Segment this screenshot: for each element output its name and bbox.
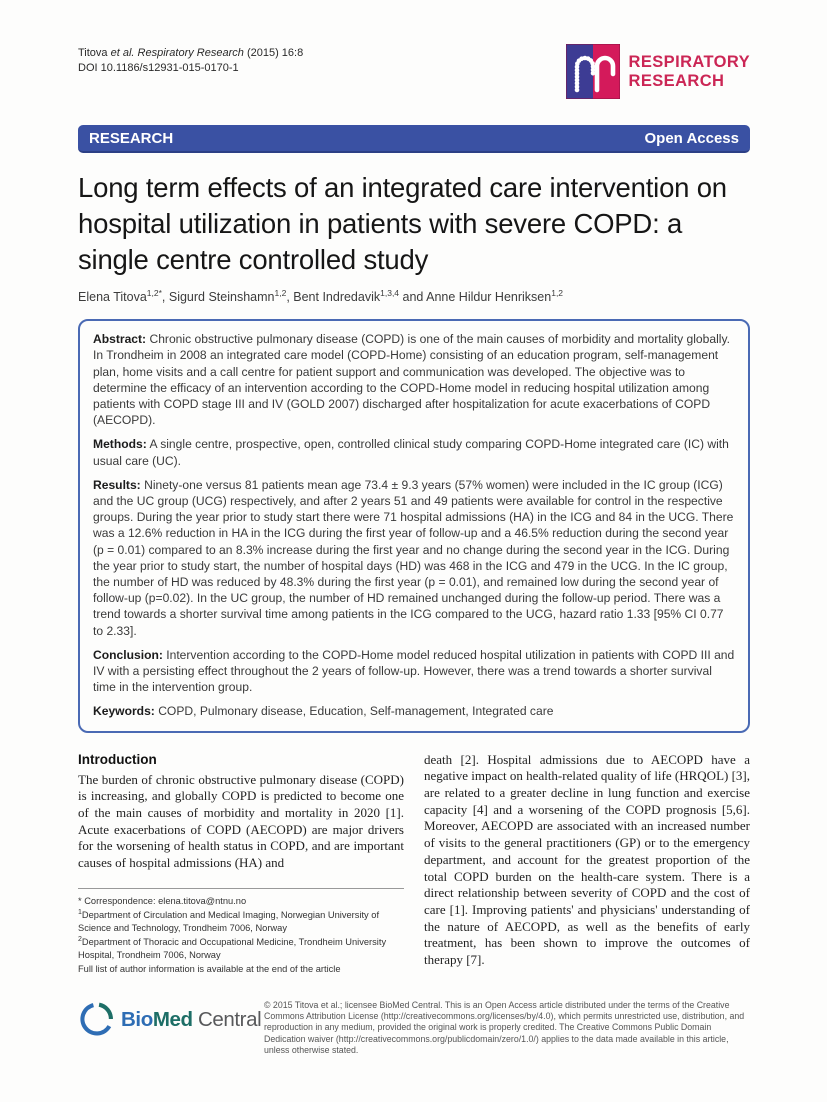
footnote-block <box>78 888 404 976</box>
author-name: , Bent Indredavik <box>286 290 381 305</box>
abstract-section-text: Ninety-one versus 81 patients mean age 73.4 ± 9.3 years (57% women) were included in the IC group (ICG) and the UC group (UCG) respectively, and after 2 years 51 and 49 patients were available for control in the respective groups. During the year prior to study start there were 71 hospital admissions (HA) in the ICG and 84 in the UCG. There was a 12.6% reduction in HA in the ICG during the first year of follow-up and a 46.5% reduction during the second year (p = 0.01) compared to an 8.3% increase during the first year and no change during the second year in the ICG. During the year prior to study start, the number of hospital days (HD) was 468 in the ICG and 479 in the UCG. In the IC group, the number of HD was reduced by 48.3% during the first year (p = 0.01), and remained low during the second year of follow-up (p=0.02). In the UC group, the number of HD remained unchanged during the follow-up period. There was a trend towards a shorter survival time among patients in the ICG compared to the UCG, hazard ratio 1.33 [95% CI 0.77 to 2.33]. <box>93 477 734 638</box>
abstract-section <box>93 331 735 428</box>
author-info-note: Full list of author information is available at the end of the article <box>78 964 341 975</box>
affiliation-2: $^2$Department of Thoracic and Occupational Medicine, Trondheim University Hospital, Trondheim 7006, Norway <box>78 936 387 960</box>
keywords-label: Keywords: <box>93 704 155 719</box>
page-header <box>78 44 750 102</box>
journal-name-line1: RESPIRATORY <box>628 52 750 71</box>
body-columns <box>78 752 750 976</box>
affiliation-1: $^1$Department of Circulation and Medical Imaging, Norwegian University of Science and Technology, Trondheim 7006, Norway <box>78 909 380 933</box>
banner-article-type: RESEARCH <box>89 129 174 147</box>
author-name: and Anne Hildur Henriksen <box>399 290 552 305</box>
copyright-notice: © 2015 Titova et al.; licensee BioMed Central. This is an Open Access article distributed under the terms of the Creative Commons Attribution License (http://creativecommons.org/licenses/by/4.0), which permits unrestricted use, distribution, and reproduction in any medium, provided the original work is properly credited. The Creative Commons Public Domain Dedication waiver (http://creativecommons.org/publicdomain/zero/1.0/) applies to the data made available in this article, unless otherwise stated. <box>264 999 745 1056</box>
banner-open-access: Open Access <box>644 129 739 147</box>
citation-line <box>78 46 303 61</box>
author-line <box>78 288 750 304</box>
journal-logo <box>566 44 750 99</box>
abstract-box <box>78 319 750 732</box>
left-column <box>78 752 404 976</box>
abstract-section-label: Results: <box>93 477 141 492</box>
page-footer <box>78 997 750 1057</box>
journal-name-line2: RESEARCH <box>628 71 725 90</box>
author-affiliation-sup: 1,3,4 <box>380 288 400 298</box>
abstract-section <box>93 436 735 468</box>
introduction-paragraph-left: The burden of chronic obstructive pulmonary disease (COPD) is increasing, and globally COPD is predicted to become one of the main causes of morbidity and mortality in 2020 [1]. Acute exacerbations of COPD (AECOPD) are major drivers for the worsening of health status in COPD, and are important causes of hospital admissions (HA) and <box>78 771 404 871</box>
introduction-paragraph-right: death [2]. Hospital admissions due to AECOPD have a negative impact on health-related quality of life (HRQOL) [3], are related to a greater decline in lung function and exercise capacity [4] and a worsening of the COPD prognosis [5,6]. Moreover, AECOPD are associated with an increased number of visits to the general practitioners (GP) or to the emergency department, and account for the greatest proportion of the total COPD burden on the health-care system. There is a direct relationship between severity of COPD and the cost of care [1]. Improving patients' and physicians' understanding of the nature of AECOPD, as well as the benefits of early treatment, has been shown to improve the outcomes of therapy [7]. <box>424 751 750 968</box>
biomed-central-logo <box>78 997 262 1039</box>
author-affiliation-sup: 1,2 <box>551 288 564 298</box>
abstract-section-label: Methods: <box>93 437 147 452</box>
respiratory-research-logo-icon <box>566 44 620 99</box>
article-type-banner <box>78 125 750 153</box>
biomed-central-wordmark: BioMed Central <box>121 1008 262 1032</box>
author-affiliation-sup: 1,2* <box>146 288 162 298</box>
doi-line: DOI 10.1186/s12931-015-0170-1 <box>78 62 239 74</box>
keywords-text: COPD, Pulmonary disease, Education, Self-management, Integrated care <box>154 704 554 719</box>
footnote-divider <box>78 888 404 889</box>
citation-block <box>78 44 303 76</box>
author-affiliation-sup: 1,2 <box>274 288 287 298</box>
abstract-section-label: Conclusion: <box>93 647 163 662</box>
biomed-central-circle-icon <box>78 1002 115 1039</box>
abstract-section-text: A single centre, prospective, open, controlled clinical study comparing COPD-Home integrated care (IC) with usual care (UC). <box>93 437 729 468</box>
abstract-section <box>93 647 735 696</box>
citation-issue: (2015) 16:8 <box>243 47 304 59</box>
author-name: Elena Titova <box>78 290 147 305</box>
abstract-section-label: Abstract: <box>93 332 147 347</box>
journal-name <box>629 53 750 91</box>
introduction-heading: Introduction <box>78 751 157 767</box>
correspondence-line: * Correspondence: elena.titova@ntnu.no <box>78 895 247 906</box>
citation-author: Titova <box>78 47 111 59</box>
article-title: Long term effects of an integrated care intervention on hospital utilization in patients with severe COPD: a single centre controlled study <box>78 172 727 275</box>
abstract-section-text: Chronic obstructive pulmonary disease (COPD) is one of the main causes of morbidity and mortality globally. In Trondheim in 2008 an integrated care model (COPD-Home) consisting of an education program, self-management plan, home visits and a call centre for patient support and communication was developed. The objective was to determine the efficacy of an intervention according to the COPD-Home model in reducing hospital utilization among patients with COPD stage III and IV (GOLD 2007) discharged after hospitalization for acute exacerbations of COPD (AECOPD). <box>93 332 730 428</box>
right-column <box>424 752 750 976</box>
author-name: , Sigurd Steinshamn <box>161 290 275 305</box>
abstract-section <box>93 477 735 639</box>
abstract-section-keywords <box>93 703 735 719</box>
abstract-section-text: Intervention according to the COPD-Home model reduced hospital utilization in patients with COPD III and IV with a persisting effect throughout the 2 years of follow-up. However, there was a trend towards a shorter survival time in the intervention group. <box>93 647 735 695</box>
citation-journal-italic: et al. Respiratory Research <box>110 47 244 59</box>
